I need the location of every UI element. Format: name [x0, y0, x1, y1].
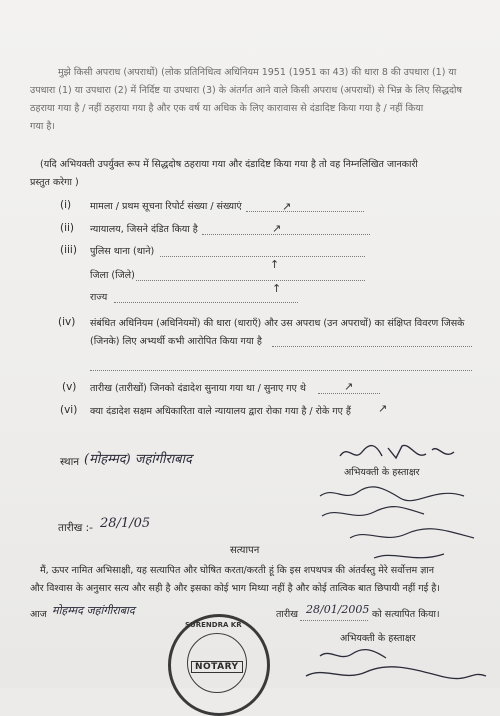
notary-stamp-ring-text: SURENDRA KR — [185, 621, 242, 629]
item-v-mark: ↗ — [344, 380, 354, 393]
notary-stamp — [168, 614, 270, 716]
item-iv-line-2: (जिनके) लिए अभ्यर्थी कभी आरोपित किया गया है — [90, 336, 262, 347]
conditional-line-1: (यदि अभियक्ती उपर्युक्त रूप में सिद्धदोष ठहराया गया और दंडादिष्ट किया गया है तो वह निम्नलिखित जानकारी — [40, 159, 418, 170]
date-value: 28/1/05 — [100, 516, 151, 531]
item-iii-state-label: राज्य — [90, 292, 108, 303]
intro-line-3: ठहराया गया है / नहीं ठहराया गया है और एक वर्ष या अधिक के लिए कारावास से दंडादिष्ट किया गया है / नहीं किया — [30, 103, 424, 114]
item-iv-blank-2 — [90, 370, 472, 371]
attestation-date-value: 28/01/2005 — [306, 603, 370, 616]
item-vi-label: क्या दंडादेश सक्षम अधिकारिता वाले न्यायालय द्वारा रोका गया है / रोके गए हैं — [90, 406, 351, 417]
item-v-number: (v) — [62, 381, 77, 393]
attestation-date-blank — [300, 620, 368, 621]
attestation-heading: सत्यापन — [230, 545, 260, 556]
item-ii-blank — [202, 234, 370, 235]
intro-line-2: उपधारा (1) या उपधारा (2) में निर्दिष्ट या उपधारा (3) के अंतर्गत आने वाले किसी अपराध (अपराधों) से भिन्न के लिए सिद्धदोष — [30, 85, 462, 96]
bottom-signature-label: अभियक्ती के हस्ताक्षर — [340, 633, 416, 644]
item-i-mark: ↗ — [282, 200, 292, 213]
deponent-signature — [336, 440, 460, 466]
item-iii-number: (iii) — [60, 244, 77, 256]
handwritten-notes — [314, 484, 484, 568]
item-iii-state-blank — [114, 302, 298, 303]
item-iv-blank-1 — [272, 346, 472, 347]
item-ii-label: न्यायालय, जिसने दंडित किया है — [90, 224, 198, 235]
date-label: तारीख :- — [58, 522, 93, 534]
bottom-signature — [300, 646, 490, 686]
item-iii-mark-2: ↑ — [272, 282, 282, 295]
item-iii-district-label: जिला (जिले) — [90, 270, 135, 281]
item-i-blank — [246, 211, 364, 212]
attestation-line-1: मैं, ऊपर नामित अभिसाक्षी, यह सत्यापित और घोषित करता/करती हूं कि इस शपथपत्र की अंतर्वस्तु मेरे सर्वोत्तम ज्ञान — [40, 565, 435, 576]
notary-stamp-label: NOTARY — [191, 661, 243, 673]
item-vi-mark: ↗ — [378, 402, 388, 415]
item-ii-mark: ↗ — [272, 222, 282, 235]
intro-line-1: मुझे किसी अपराध (अपराधों) (लोक प्रतिनिधित्व अधिनियम 1951 (1951 का 43) की धारा 8 की उपधारा (1) या — [58, 67, 457, 78]
intro-line-4: गया है। — [30, 121, 55, 132]
item-iii-district-blank — [136, 280, 365, 281]
item-iii-police-blank — [160, 256, 365, 257]
place-value: (मोहम्मद) जहांगीराबाद — [84, 452, 192, 467]
item-i-number: (i) — [60, 199, 72, 211]
item-ii-number: (ii) — [60, 222, 75, 234]
attestation-place-prefix: आज — [30, 609, 47, 620]
attestation-line-2: और विश्वास के अनुसार सत्य और सही है और इसका कोई भाग मिथ्या नहीं है और कोई तात्विक बात छिपायी नहीं गई है। — [30, 583, 440, 594]
attestation-suffix: को सत्यापित किया। — [372, 609, 440, 620]
item-iii-police-label: पुलिस थाना (थाने) — [90, 246, 155, 257]
item-iv-number: (iv) — [58, 316, 76, 328]
item-iv-line-1: संबंधित अधिनियम (अधिनियमों) की धारा (धाराएँ) और उस अपराध (उन अपराधों) का संक्षिप्त विवरण जिसके — [90, 318, 465, 329]
attestation-place-value: मोहम्मद जहांगीराबाद — [52, 604, 135, 617]
conditional-line-2: प्रस्तुत करेगा ) — [30, 177, 79, 188]
item-iii-mark-1: ↑ — [270, 258, 280, 271]
item-v-label: तारीख (तारीखों) जिनको दंडादेश सुनाया गया था / सुनाए गए थे — [90, 383, 306, 394]
attestation-date-prefix: तारीख — [276, 609, 298, 620]
item-v-blank — [318, 393, 380, 394]
item-i-label: मामला / प्रथम सूचना रिपोर्ट संख्या / संख्याएं — [90, 201, 242, 212]
place-label: स्थान — [60, 456, 80, 468]
item-vi-number: (vi) — [60, 404, 78, 416]
deponent-signature-label: अभियक्ती के हस्ताक्षर — [344, 467, 420, 478]
